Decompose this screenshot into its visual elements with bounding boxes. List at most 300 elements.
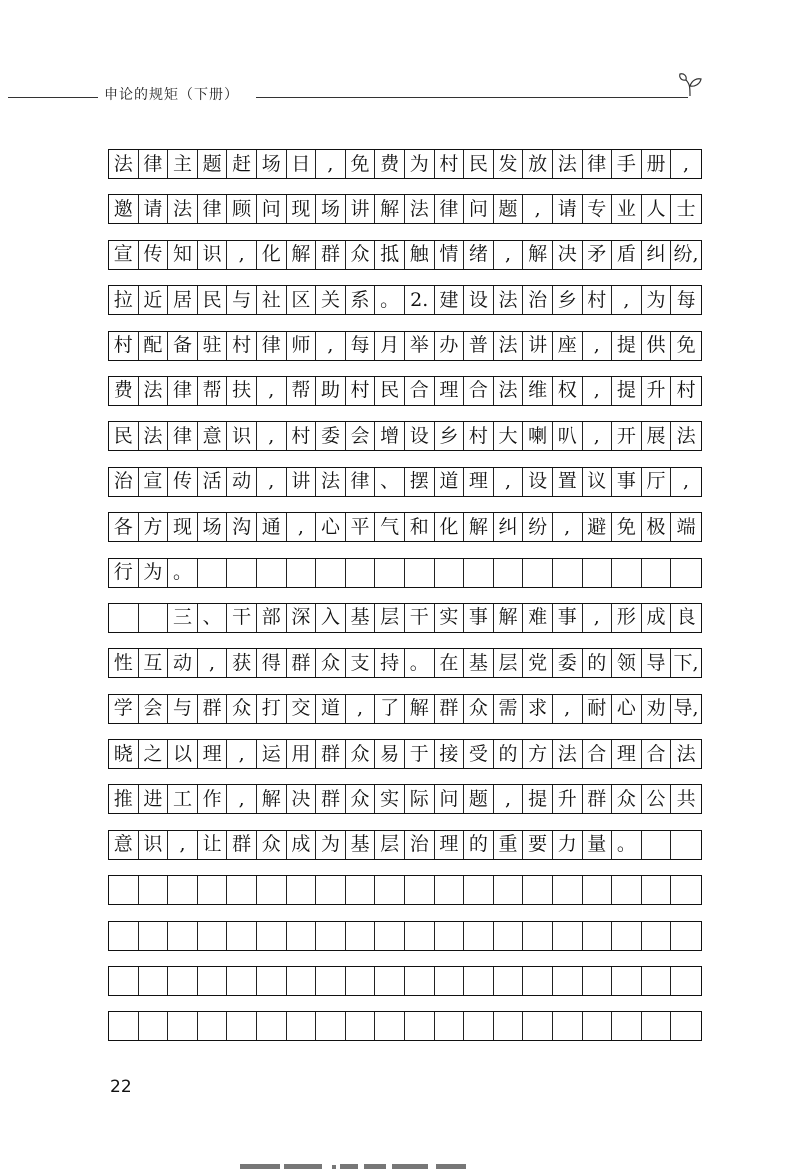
- grid-cell: 群: [287, 649, 317, 677]
- grid-cell: 题: [198, 150, 228, 178]
- grid-cell: [435, 876, 465, 904]
- grid-cell: ,: [583, 332, 613, 360]
- grid-cell: 方: [523, 740, 553, 768]
- grid-cell: [405, 1012, 435, 1040]
- grid-cell: 士: [676, 197, 696, 220]
- grid-cell: [464, 922, 494, 950]
- grid-cell: ,: [583, 377, 613, 405]
- grid-cell: 端: [676, 515, 696, 538]
- grid-cell: 形: [612, 604, 642, 632]
- grid-cell: 权: [553, 377, 583, 405]
- grid-cell: 乡: [435, 422, 465, 450]
- grid-cell: 行: [109, 559, 139, 587]
- grid-cell: 气: [375, 513, 405, 541]
- grid-cell: 费: [375, 150, 405, 178]
- grid-cell: [316, 876, 346, 904]
- grid-cell: 讲: [523, 332, 553, 360]
- grid-cell: 问: [464, 195, 494, 223]
- grid-cell: 村: [464, 422, 494, 450]
- grid-cell: 现: [287, 195, 317, 223]
- grid-cell: 邀: [109, 195, 139, 223]
- grid-cell: 日: [287, 150, 317, 178]
- grid-cell: 人: [642, 195, 672, 223]
- grid-cell: 解: [494, 604, 524, 632]
- grid-cell: 开: [612, 422, 642, 450]
- grid-cell: ,: [257, 468, 287, 496]
- grid-cell: 发: [494, 150, 524, 178]
- grid-cell: [257, 876, 287, 904]
- header-rule-left: [8, 97, 98, 98]
- grid-cell: 道: [435, 468, 465, 496]
- grid-cell: 法: [139, 422, 169, 450]
- grid-cell: 群: [583, 785, 613, 813]
- grid-cell: 导: [642, 649, 672, 677]
- grid-cell: 意: [198, 422, 228, 450]
- grid-cell: 问: [435, 785, 465, 813]
- grid-cell: [612, 876, 642, 904]
- grid-cell: [109, 967, 139, 995]
- grid-cell: 为: [642, 286, 672, 314]
- grid-cell: [523, 1012, 553, 1040]
- grid-cell: ,: [227, 785, 257, 813]
- page-number: 22: [110, 1077, 132, 1097]
- grid-cell: [464, 876, 494, 904]
- grid-cell: [494, 967, 524, 995]
- grid-cell: [553, 967, 583, 995]
- grid-row: [108, 648, 702, 678]
- grid-cell: 解: [405, 695, 435, 723]
- grid-cell: 法: [676, 742, 696, 765]
- grid-cell: 师: [287, 332, 317, 360]
- grid-cell: 题: [464, 785, 494, 813]
- grid-cell: 群: [227, 831, 257, 859]
- grid-cell: 备: [168, 332, 198, 360]
- header-title: 申论的规矩（下册）: [104, 87, 239, 103]
- grid-row: [108, 1011, 702, 1041]
- grid-cell: [139, 922, 169, 950]
- grid-cell: [523, 876, 553, 904]
- grid-cell: 矛: [583, 241, 613, 269]
- grid-cell: 帮: [198, 377, 228, 405]
- grid-cell: 互: [139, 649, 169, 677]
- grid-cell: 支: [346, 649, 376, 677]
- grid-cell: 化: [435, 513, 465, 541]
- grid-cell: 绪: [464, 241, 494, 269]
- grid-cell: 群: [316, 241, 346, 269]
- grid-cell: ,: [494, 785, 524, 813]
- grid-cell: 讲: [346, 195, 376, 223]
- grid-cell: 传: [139, 241, 169, 269]
- grid-cell: [227, 967, 257, 995]
- grid-cell: 道: [316, 695, 346, 723]
- grid-cell: [612, 967, 642, 995]
- grid-cell: [139, 876, 169, 904]
- grid-cell: [375, 967, 405, 995]
- grid-cell: 提: [612, 377, 642, 405]
- grid-cell: 的: [464, 831, 494, 859]
- grid-cell: 为: [405, 150, 435, 178]
- grid-cell: [642, 559, 672, 587]
- grid-cell: 决: [553, 241, 583, 269]
- grid-cell: 避: [583, 513, 613, 541]
- grid-cell: 费: [109, 377, 139, 405]
- grid-cell: ,: [168, 831, 198, 859]
- grid-cell: ,: [583, 422, 613, 450]
- grid-cell: 群: [316, 740, 346, 768]
- grid-cell: 律: [168, 422, 198, 450]
- grid-cell: [435, 559, 465, 587]
- grid-cell: 喇: [523, 422, 553, 450]
- grid-cell: 主: [168, 150, 198, 178]
- grid-cell: 建: [435, 286, 465, 314]
- grid-cell: ,: [612, 286, 642, 314]
- grid-cell: [316, 1012, 346, 1040]
- grid-cell: [405, 876, 435, 904]
- grid-cell: 律: [583, 150, 613, 178]
- grid-cell: 晓: [109, 740, 139, 768]
- grid-cell: 众: [346, 785, 376, 813]
- grid-cell: [287, 967, 317, 995]
- grid-cell: 题: [494, 195, 524, 223]
- grid-cell: [405, 922, 435, 950]
- grid-cell: 乡: [553, 286, 583, 314]
- grid-cell: 现: [168, 513, 198, 541]
- grid-cell: 要: [523, 831, 553, 859]
- grid-cell: [257, 967, 287, 995]
- grid-cell: 场: [198, 513, 228, 541]
- grid-cell: ,: [346, 695, 376, 723]
- grid-cell: 的: [583, 649, 613, 677]
- grid-cell: [612, 559, 642, 587]
- grid-cell: 动: [227, 468, 257, 496]
- grid-cell: 2.: [405, 286, 435, 314]
- grid-cell: 法: [553, 150, 583, 178]
- grid-cell: 层: [375, 604, 405, 632]
- grid-cell: [671, 1012, 701, 1040]
- grid-row: [108, 966, 702, 996]
- grid-cell: 量: [583, 831, 613, 859]
- grid-cell: 会: [139, 695, 169, 723]
- grid-cell: [583, 876, 613, 904]
- grid-cell: [168, 876, 198, 904]
- grid-cell: 众: [227, 695, 257, 723]
- grid-cell: 配: [139, 332, 169, 360]
- grid-cell: 赶: [227, 150, 257, 178]
- grid-row: [108, 921, 702, 951]
- grid-cell: 驻: [198, 332, 228, 360]
- grid-cell: [671, 559, 701, 587]
- grid-cell: [435, 922, 465, 950]
- grid-cell: ,: [553, 695, 583, 723]
- grid-cell: [168, 967, 198, 995]
- grid-cell: 增: [375, 422, 405, 450]
- grid-cell: 意: [109, 831, 139, 859]
- grid-cell: [405, 967, 435, 995]
- grid-cell: 提: [523, 785, 553, 813]
- grid-row: [108, 875, 702, 905]
- grid-cell: 系: [346, 286, 376, 314]
- grid-cell: [642, 967, 672, 995]
- grid-cell: ,: [683, 470, 690, 493]
- grid-cell: 识: [198, 241, 228, 269]
- grid-cell: 和: [405, 513, 435, 541]
- grid-cell: 理: [435, 831, 465, 859]
- grid-cell: [642, 831, 672, 859]
- grid-cell: 宣: [109, 241, 139, 269]
- grid-cell: [109, 604, 139, 632]
- grid-cell: 力: [553, 831, 583, 859]
- grid-cell: 沟: [227, 513, 257, 541]
- grid-cell: [612, 922, 642, 950]
- grid-cell: 办: [435, 332, 465, 360]
- grid-cell: 宣: [139, 468, 169, 496]
- grid-cell: [227, 559, 257, 587]
- grid-cell: 法: [494, 377, 524, 405]
- grid-cell: 识: [139, 831, 169, 859]
- grid-cell: 进: [139, 785, 169, 813]
- grid-cell: 识: [227, 422, 257, 450]
- grid-cell: 得: [257, 649, 287, 677]
- grid-cell: 工: [168, 785, 198, 813]
- grid-cell: [287, 876, 317, 904]
- grid-cell: 区: [287, 286, 317, 314]
- grid-cell: 助: [316, 377, 346, 405]
- grid-row: [108, 467, 702, 497]
- grid-cell: [671, 967, 701, 995]
- grid-cell: 册: [642, 150, 672, 178]
- grid-cell: 合: [583, 740, 613, 768]
- grid-cell: 民: [198, 286, 228, 314]
- grid-cell: 议: [583, 468, 613, 496]
- grid-cell: 场: [257, 150, 287, 178]
- grid-cell: 持: [375, 649, 405, 677]
- grid-cell: 。: [375, 286, 405, 314]
- grid-cell: 手: [612, 150, 642, 178]
- grid-cell: 理: [435, 377, 465, 405]
- grid-cell: [198, 876, 228, 904]
- grid-cell: 法: [494, 286, 524, 314]
- grid-cell: 动: [168, 649, 198, 677]
- grid-cell: 纠: [642, 241, 672, 269]
- grid-cell: 盾: [612, 241, 642, 269]
- grid-cell: 与: [227, 286, 257, 314]
- grid-row: [108, 331, 702, 361]
- grid-cell: 下,: [673, 651, 699, 674]
- grid-cell: ,: [523, 195, 553, 223]
- grid-cell: [227, 922, 257, 950]
- grid-cell: 层: [494, 649, 524, 677]
- grid-row: [108, 149, 702, 179]
- grid-cell: [494, 1012, 524, 1040]
- grid-cell: 极: [642, 513, 672, 541]
- grid-cell: 打: [257, 695, 287, 723]
- grid-cell: 需: [494, 695, 524, 723]
- grid-row: [108, 512, 702, 542]
- grid-cell: 摆: [405, 468, 435, 496]
- grid-cell: [139, 604, 169, 632]
- grid-row: [108, 285, 702, 315]
- grid-cell: 党: [523, 649, 553, 677]
- grid-cell: 情: [435, 241, 465, 269]
- grid-cell: [168, 1012, 198, 1040]
- grid-cell: [435, 1012, 465, 1040]
- grid-cell: 法: [316, 468, 346, 496]
- grid-cell: [287, 559, 317, 587]
- grid-cell: 际: [405, 785, 435, 813]
- grid-cell: 易: [375, 740, 405, 768]
- grid-cell: 村: [346, 377, 376, 405]
- grid-cell: 了: [375, 695, 405, 723]
- grid-cell: [109, 876, 139, 904]
- grid-cell: [553, 1012, 583, 1040]
- grid-cell: [346, 559, 376, 587]
- footer-watermark-text-fragment: [240, 1158, 470, 1169]
- grid-cell: 在: [435, 649, 465, 677]
- grid-cell: 普: [464, 332, 494, 360]
- grid-cell: 提: [612, 332, 642, 360]
- grid-cell: 村: [435, 150, 465, 178]
- grid-cell: 律: [139, 150, 169, 178]
- grid-cell: [198, 967, 228, 995]
- grid-cell: 月: [375, 332, 405, 360]
- grid-cell: 性: [109, 649, 139, 677]
- grid-cell: 展: [642, 422, 672, 450]
- grid-cell: 社: [257, 286, 287, 314]
- grid-cell: 众: [612, 785, 642, 813]
- grid-cell: [671, 876, 701, 904]
- header-rule-right: [256, 97, 688, 98]
- grid-cell: 厅: [642, 468, 672, 496]
- grid-cell: 律: [257, 332, 287, 360]
- grid-cell: 村: [676, 379, 696, 402]
- grid-cell: 律: [198, 195, 228, 223]
- grid-cell: 于: [405, 740, 435, 768]
- grid-cell: 近: [139, 286, 169, 314]
- grid-cell: [671, 922, 701, 950]
- grid-cell: 每: [676, 288, 696, 311]
- grid-cell: [346, 876, 376, 904]
- grid-cell: [612, 1012, 642, 1040]
- grid-cell: 让: [198, 831, 228, 859]
- grid-cell: 每: [346, 332, 376, 360]
- grid-cell: 律: [346, 468, 376, 496]
- grid-cell: 民: [375, 377, 405, 405]
- grid-cell: 获: [227, 649, 257, 677]
- grid-cell: 重: [494, 831, 524, 859]
- grid-cell: 维: [523, 377, 553, 405]
- grid-cell: 法: [109, 150, 139, 178]
- grid-row: [108, 694, 702, 724]
- grid-cell: [553, 559, 583, 587]
- grid-cell: 解: [375, 195, 405, 223]
- grid-cell: 村: [227, 332, 257, 360]
- grid-cell: 会: [346, 422, 376, 450]
- grid-cell: 民: [464, 150, 494, 178]
- grid-cell: 交: [287, 695, 317, 723]
- grid-cell: ,: [198, 649, 228, 677]
- grid-cell: 化: [257, 241, 287, 269]
- grid-cell: 村: [109, 332, 139, 360]
- grid-cell: 入: [316, 604, 346, 632]
- grid-cell: ,: [316, 332, 346, 360]
- grid-cell: 关: [316, 286, 346, 314]
- grid-cell: 事: [464, 604, 494, 632]
- grid-cell: [375, 559, 405, 587]
- grid-cell: [257, 922, 287, 950]
- grid-cell: 免: [612, 513, 642, 541]
- grid-cell: 供: [642, 332, 672, 360]
- grid-cell: 。: [405, 649, 435, 677]
- grid-cell: [494, 559, 524, 587]
- grid-cell: 律: [168, 377, 198, 405]
- grid-cell: [139, 1012, 169, 1040]
- grid-cell: 解: [287, 241, 317, 269]
- grid-cell: [642, 922, 672, 950]
- grid-cell: 请: [553, 195, 583, 223]
- grid-cell: 解: [257, 785, 287, 813]
- grid-cell: 大: [494, 422, 524, 450]
- grid-cell: ,: [287, 513, 317, 541]
- grid-row: [108, 784, 702, 814]
- grid-cell: ,: [227, 241, 257, 269]
- grid-cell: [168, 922, 198, 950]
- grid-cell: 、: [375, 468, 405, 496]
- grid-cell: 委: [553, 649, 583, 677]
- grid-cell: 与: [168, 695, 198, 723]
- grid-cell: 基: [464, 649, 494, 677]
- grid-cell: [198, 1012, 228, 1040]
- grid-cell: [583, 1012, 613, 1040]
- grid-cell: 放: [523, 150, 553, 178]
- grid-cell: [464, 1012, 494, 1040]
- grid-cell: 接: [435, 740, 465, 768]
- grid-cell: 以: [168, 740, 198, 768]
- grid-cell: [227, 1012, 257, 1040]
- grid-cell: 纷: [523, 513, 553, 541]
- grid-cell: [316, 967, 346, 995]
- grid-cell: [523, 967, 553, 995]
- grid-cell: [346, 922, 376, 950]
- grid-cell: ,: [257, 377, 287, 405]
- grid-cell: ,: [583, 604, 613, 632]
- grid-cell: 心: [316, 513, 346, 541]
- grid-cell: [464, 967, 494, 995]
- grid-cell: 通: [257, 513, 287, 541]
- grid-cell: 运: [257, 740, 287, 768]
- grid-cell: 合: [642, 740, 672, 768]
- grid-cell: 、: [198, 604, 228, 632]
- grid-row: [108, 376, 702, 406]
- grid-cell: [109, 922, 139, 950]
- grid-cell: 专: [583, 195, 613, 223]
- grid-cell: 。: [168, 559, 198, 587]
- grid-row: [108, 240, 702, 270]
- grid-cell: 推: [109, 785, 139, 813]
- grid-cell: [553, 922, 583, 950]
- grid-cell: [435, 967, 465, 995]
- grid-cell: 为: [139, 559, 169, 587]
- grid-cell: [464, 559, 494, 587]
- grid-cell: [583, 967, 613, 995]
- grid-cell: 劝: [642, 695, 672, 723]
- grid-cell: 决: [287, 785, 317, 813]
- grid-cell: ,: [494, 241, 524, 269]
- grid-cell: [583, 922, 613, 950]
- grid-cell: 民: [109, 422, 139, 450]
- grid-cell: 众: [464, 695, 494, 723]
- grid-cell: [198, 559, 228, 587]
- grid-cell: 干: [227, 604, 257, 632]
